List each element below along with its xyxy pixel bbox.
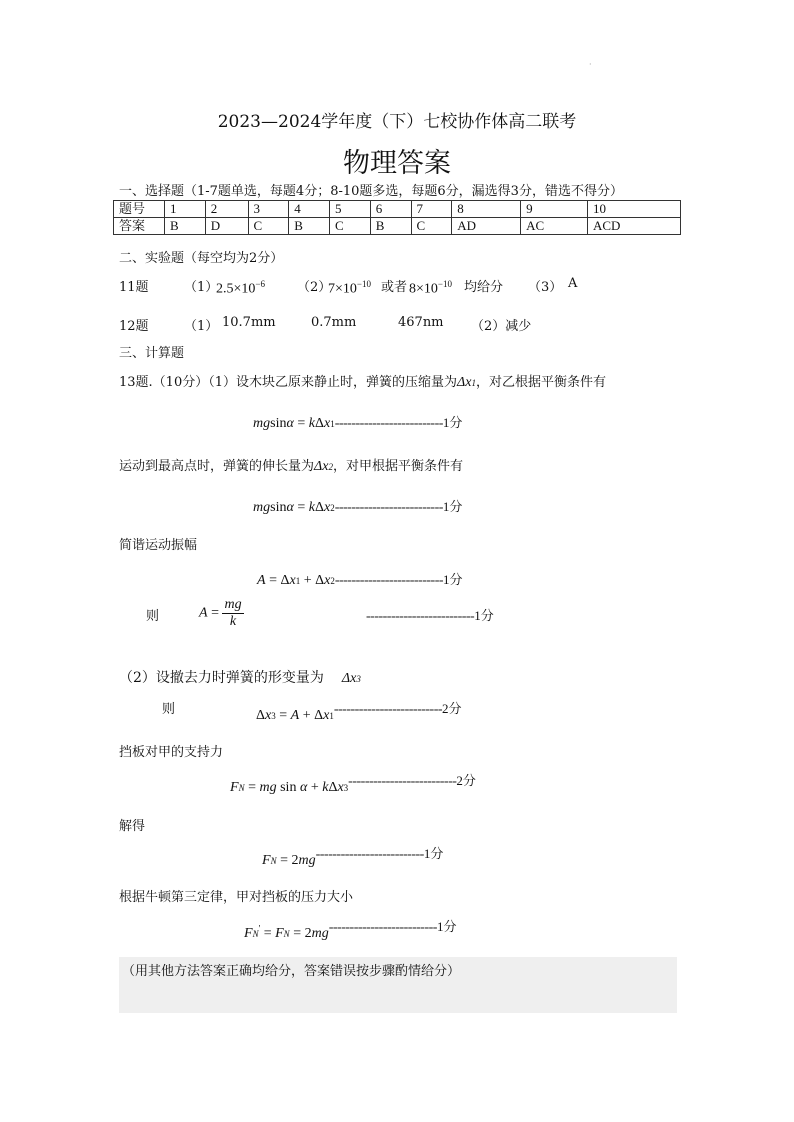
- table-cell: B: [370, 218, 411, 235]
- table-cell: 7: [411, 201, 452, 218]
- table-cell: 9: [521, 201, 588, 218]
- table-cell: 8: [452, 201, 521, 218]
- q12-value1: 10.7mm: [222, 315, 276, 330]
- table-cell: 题号: [114, 201, 165, 218]
- table-cell: AC: [521, 218, 588, 235]
- grading-note: （用其他方法答案正确均给分，答案错误按步骤酌情给分）: [122, 964, 461, 979]
- section3-heading: 三、计算题: [119, 346, 185, 361]
- q11-label: 11题: [119, 280, 149, 295]
- equation-8: FN' = FN = 2mg--------------------------1分: [244, 919, 457, 941]
- q12-value2: 0.7mm: [311, 315, 357, 330]
- part2-intro: （2）设撤去力时弹簧的形变量为 Δx3: [119, 670, 361, 686]
- q11-both: 均给分: [464, 280, 504, 295]
- table-cell: 5: [330, 201, 371, 218]
- table-cell: AD: [452, 218, 521, 235]
- table-cell: 3: [248, 201, 289, 218]
- q11-value1: $2.5\times 10^{-6}$: [216, 279, 265, 297]
- corner-dot: ·: [589, 60, 592, 69]
- then-label-1: 则: [146, 609, 160, 624]
- q11-value3: A: [568, 276, 578, 291]
- exam-title: 2023—2024学年度（下）七校协作体高二联考: [217, 112, 577, 132]
- table-cell: 10: [587, 201, 680, 218]
- equation-4: A = $\frac{mg}{k}$: [199, 597, 242, 629]
- section2-heading: 二、实验题（每空均为2分）: [119, 251, 284, 266]
- line-highest-point: 运动到最高点时，弹簧的伸长量为Δx2，对甲根据平衡条件有: [119, 459, 463, 474]
- equation-1: mgsinα = kΔx1--------------------------1分: [253, 415, 463, 431]
- table-cell: 4: [289, 201, 330, 218]
- table-cell: C: [330, 218, 371, 235]
- equation-5: Δx3 = A + Δx1--------------------------2分: [256, 701, 462, 723]
- q11-value2a: $7\times 10^{-10}$: [328, 279, 371, 297]
- table-cell: B: [165, 218, 206, 235]
- table-cell: C: [248, 218, 289, 235]
- q11-part3: （3）: [528, 280, 563, 295]
- equation-3: A = Δx1 + Δx2--------------------------1分: [257, 572, 463, 588]
- table-cell: D: [205, 218, 248, 235]
- support-force-label: 挡板对甲的支持力: [119, 745, 224, 760]
- q11-part1: （1）: [184, 280, 219, 295]
- amplitude-label: 简谐运动振幅: [119, 538, 198, 553]
- q12-value3: 467nm: [398, 315, 444, 330]
- q12-label: 12题: [119, 319, 149, 334]
- table-cell: B: [289, 218, 330, 235]
- solve-label: 解得: [119, 819, 146, 834]
- q11-value2b: $8\times 10^{-10}$: [409, 279, 452, 297]
- section1-heading: 一、选择题（1-7题单选，每题4分；8-10题多选，每题6分，漏选得3分，错选不得分）: [119, 184, 623, 199]
- equation-4-score: --------------------------1分: [366, 608, 494, 624]
- table-cell: 2: [205, 201, 248, 218]
- table-cell: 6: [370, 201, 411, 218]
- then-label-2: 则: [162, 702, 176, 717]
- answer-title: 物理答案: [343, 148, 451, 179]
- q13-intro: 13题.（10分）（1）设木块乙原来静止时，弹簧的压缩量为Δx1，对乙根据平衡条件有: [119, 375, 606, 390]
- table-cell: 答案: [114, 218, 165, 235]
- table-cell: ACD: [587, 218, 680, 235]
- newton-third-law-label: 根据牛顿第三定律，甲对挡板的压力大小: [119, 890, 354, 905]
- q12-part2: （2）减少: [471, 319, 532, 334]
- table-row-questions: [114, 201, 681, 218]
- answer-table: [113, 200, 681, 235]
- q12-part1: （1）: [184, 319, 219, 334]
- q11-or: 或者: [381, 280, 408, 295]
- table-cell: 1: [165, 201, 206, 218]
- equation-6: FN = mg sin α + kΔx3--------------------------2分: [230, 773, 476, 795]
- equation-2: mgsinα = kΔx2--------------------------1分: [253, 499, 463, 515]
- q11-part2: （2）: [297, 280, 332, 295]
- table-cell: C: [411, 218, 452, 235]
- equation-7: FN = 2mg--------------------------1分: [262, 846, 444, 868]
- table-row-answers: [114, 218, 681, 235]
